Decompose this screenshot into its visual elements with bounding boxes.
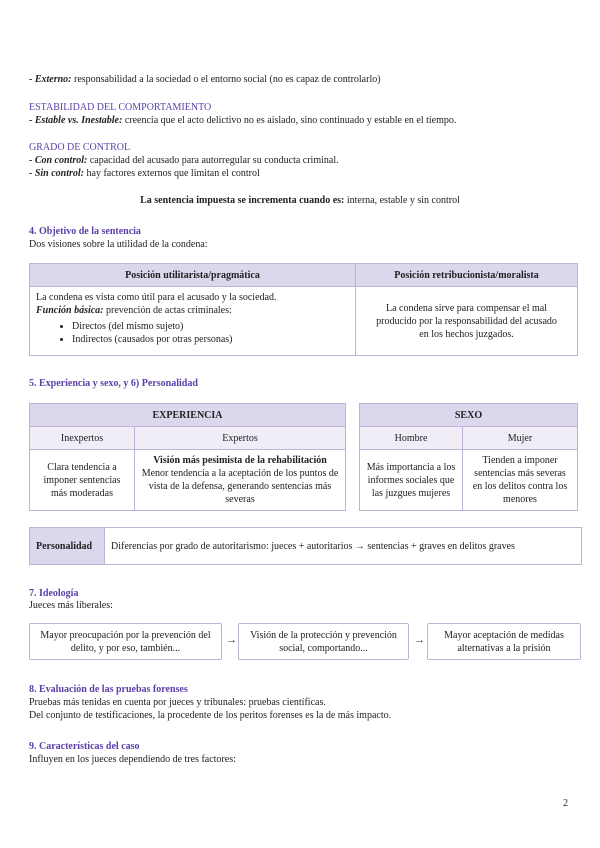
sexo-table <box>359 403 578 511</box>
retribucionista-cell <box>356 287 578 356</box>
section8-title: 8. Evaluación de las pruebas forenses <box>29 684 188 695</box>
page-number: 2 <box>563 798 568 809</box>
estabilidad-title: ESTABILIDAD DEL COMPORTAMIENTO <box>29 102 212 113</box>
ideologia-box-1: Mayor preocupación por la prevención del delito, y por eso, también... <box>29 623 222 660</box>
arrow-2: → <box>414 634 425 646</box>
objetivo-table <box>29 263 578 356</box>
estable-line <box>29 114 456 127</box>
retribucionista-text: La condena sirve para compensar el mal producido por la responsabilidad del acusado en los hechos juzgados. <box>376 302 557 340</box>
ideologia-box-3: Mayor aceptación de medidas alternativas a la prisión <box>427 623 581 660</box>
funcion-list <box>36 320 349 346</box>
funcion-basica-label: Función básica: <box>36 305 104 316</box>
expertos-text: Menor tendencia a la aceptación de los puntos de vista de la defensa, generando sentencias más severas <box>141 468 339 505</box>
estable-label: - Estable vs. Inestable: <box>29 115 123 126</box>
funcion-basica-text: prevención de actas criminales: <box>103 305 232 316</box>
sin-control-text: hay factores externos que limitan el control <box>84 168 260 179</box>
sentencia-text: interna, estable y sin control <box>344 195 460 206</box>
expertos-cell <box>135 450 346 511</box>
sexo-header: SEXO <box>360 404 578 427</box>
section9-line1: Influyen en los jueces dependiendo de tres factores: <box>29 754 236 765</box>
expertos-bold: Visión más pesimista de la rehabilitación <box>153 455 327 466</box>
section4-title: 4. Objetivo de la sentencia <box>29 226 141 237</box>
mujer-cell: Tienden a imponer sentencias más severas en los delitos contra los menores <box>463 450 578 511</box>
con-control-text: capacidad del acusado para autorregular su conducta criminal. <box>87 155 339 166</box>
personalidad-text: Diferencias por grado de autoritarismo: jueces + autoritarios → sentencias + graves en delitos graves <box>105 528 582 565</box>
con-control-label: - Con control: <box>29 155 88 166</box>
hombre-header: Hombre <box>360 427 463 450</box>
inexpertos-header: Inexpertos <box>30 427 135 450</box>
arrow-1: → <box>226 634 237 646</box>
ideologia-box-2: Visión de la protección y prevención social, comportando... <box>238 623 409 660</box>
expertos-header: Expertos <box>135 427 346 450</box>
section7-title: 7. Ideología <box>29 588 79 599</box>
section4-intro: Dos visiones sobre la utilidad de la condena: <box>29 239 208 250</box>
utilitarista-line1: La condena es vista como útil para el acusado y la sociedad. <box>36 292 277 303</box>
personalidad-table <box>29 527 582 565</box>
hombre-cell: Más importancia a los informes sociales que las juzgues mujeres <box>360 450 463 511</box>
externo-line <box>29 73 381 86</box>
list-item: • Directos (del mismo sujeto) <box>72 320 349 333</box>
section7-intro: Jueces más liberales: <box>29 600 113 611</box>
externo-label: - Externo: <box>29 74 72 85</box>
section5-title: 5. Experiencia y sexo, y 6) Personalidad <box>29 378 198 389</box>
con-control-line <box>29 154 339 167</box>
list-item: • Indirectos (causados por otras personas) <box>72 333 349 346</box>
grado-title: GRADO DE CONTROL <box>29 142 131 153</box>
sin-control-line <box>29 167 260 180</box>
inexpertos-cell: Clara tendencia a imponer sentencias más moderadas <box>30 450 135 511</box>
section9-title: 9. Características del caso <box>29 741 140 752</box>
utilitarista-cell <box>30 287 356 356</box>
experiencia-table <box>29 403 346 511</box>
personalidad-label: Personalidad <box>30 528 105 565</box>
section8-line2: Del conjunto de testificaciones, la procedente de los peritos forenses es la de más impacto. <box>29 710 392 721</box>
sentencia-line <box>0 194 600 207</box>
sin-control-label: - Sin control: <box>29 168 85 179</box>
section8-line1: Pruebas más tenidas en cuenta por jueces y tribunales: pruebas científicas. <box>29 697 326 708</box>
sentencia-bold: La sentencia impuesta se incrementa cuando es: <box>140 195 345 206</box>
externo-text: responsabilidad a la sociedad o el entorno social (no es capaz de controlarlo) <box>71 74 381 85</box>
experiencia-header: EXPERIENCIA <box>30 404 346 427</box>
utilitarista-line2 <box>36 304 349 317</box>
utilitarista-header: Posición utilitarista/pragmática <box>30 264 356 287</box>
mujer-header: Mujer <box>463 427 578 450</box>
retribucionista-header: Posición retribucionista/moralista <box>356 264 578 287</box>
estable-text: creencia que el acto delictivo no es aislado, sino continuado y estable en el tiempo. <box>122 115 457 126</box>
